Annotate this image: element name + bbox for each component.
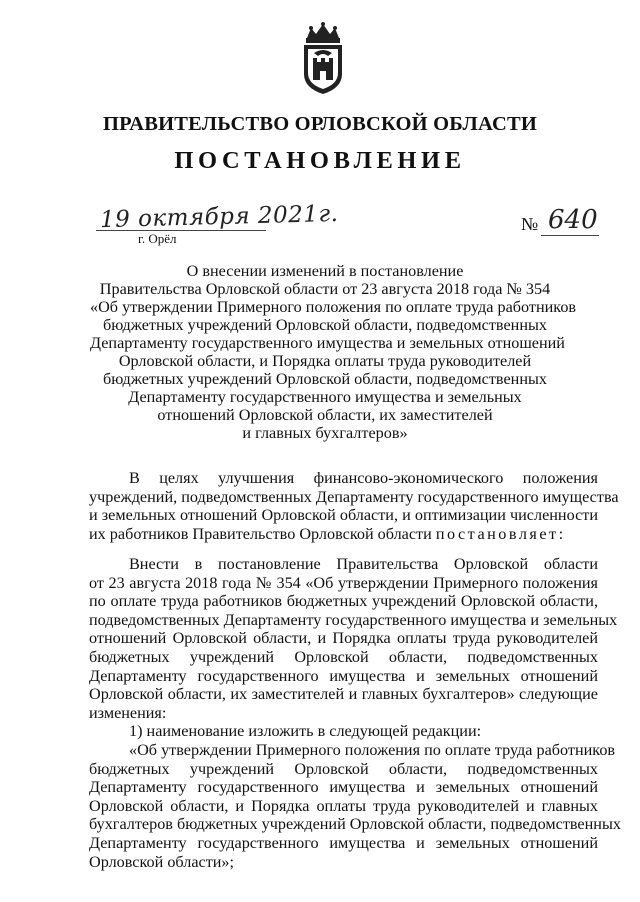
paragraph-line: и земельных отношений Орловской области, и оптимизации численности (89, 506, 598, 525)
document-title (90, 262, 577, 442)
orel-coat-of-arms-icon (298, 22, 348, 96)
paragraph-line: бюджетных учреждений Орловской области, подведомственных (89, 647, 598, 666)
preamble-text: их работников Правительство Орловской области (89, 524, 436, 543)
title-line: отношений Орловской области, их заместителей (157, 406, 493, 424)
paragraph-line (89, 525, 598, 544)
title-line: бюджетных учреждений Орловской области, подведомственных (103, 370, 547, 388)
paragraph-line: от 23 августа 2018 года № 354 «Об утверждении Примерного положения (89, 573, 598, 592)
paragraph-line: Внести в постановление Правительства Орловской области (129, 555, 598, 573)
number-underline (541, 235, 599, 236)
quote-line: Орловской области, и Порядка оплаты труда руководителей и главных (89, 796, 598, 815)
list-item: 1) наименование изложить в следующей редакции: (129, 722, 482, 741)
resolves-word: постановляет: (435, 524, 566, 543)
paragraph-line: Орловской области, их заместителей и главных бухгалтеров» следующие (89, 685, 598, 704)
handwritten-date: 19 октября 2021г. (99, 200, 339, 234)
quote-line: Орловской области»; (89, 852, 235, 871)
paragraph-line: изменения: (89, 703, 167, 722)
title-line: бюджетных учреждений Орловской области, подведомственных (103, 316, 547, 334)
paragraph-line: по оплате труда работников бюджетных учреждений Орловской области, (89, 592, 598, 611)
paragraph-line: отношений Орловской области, и Порядка оплаты труда руководителей (89, 629, 598, 648)
handwritten-number: 640 (548, 205, 598, 235)
paragraph-line: Департаменту государственного имущества и земельных отношений (89, 666, 598, 685)
resolution-paragraph (89, 555, 621, 871)
quote-line: Департаменту государственного имущества и земельных отношений (89, 778, 598, 797)
number-label: № (521, 214, 539, 234)
paragraph-line: В целях улучшения финансово-экономического положения (129, 469, 598, 487)
date-underline (96, 230, 266, 231)
quote-line: бюджетных учреждений Орловской области, подведомственных (89, 759, 598, 778)
document-type: ПОСТАНОВЛЕНИЕ (174, 147, 466, 174)
title-line: Правительства Орловской области от 23 августа 2018 года № 354 (99, 280, 551, 298)
title-line: Департаменту государственного имущества и земельных (128, 388, 522, 406)
quote-line: бухгалтеров бюджетных учреждений Орловской области, подведомственных (89, 815, 621, 834)
paragraph-line: учреждений, подведомственных Департаменту государственного имущества (89, 487, 619, 506)
title-line: Департаменту государственного имущества и земельных отношений (90, 334, 565, 352)
title-line: О внесении изменений в постановление (186, 262, 464, 280)
title-line: и главных бухгалтеров» (242, 424, 408, 442)
title-line: Орловской области, и Порядка оплаты труда руководителей (118, 352, 532, 370)
paragraph-line: подведомственных Департаменту государственного имущества и земельных (89, 610, 618, 629)
city-label: г. Орёл (138, 231, 177, 246)
organization-name: ПРАВИТЕЛЬСТВО ОРЛОВСКОЙ ОБЛАСТИ (102, 113, 538, 135)
preamble-paragraph (89, 469, 619, 543)
title-line: «Об утверждении Примерного положения по оплате труда работников (90, 298, 577, 316)
quote-line: «Об утверждении Примерного положения по оплате труда работников (129, 740, 616, 759)
quote-line: Департаменту государственного имущества и земельных отношений (89, 833, 598, 852)
